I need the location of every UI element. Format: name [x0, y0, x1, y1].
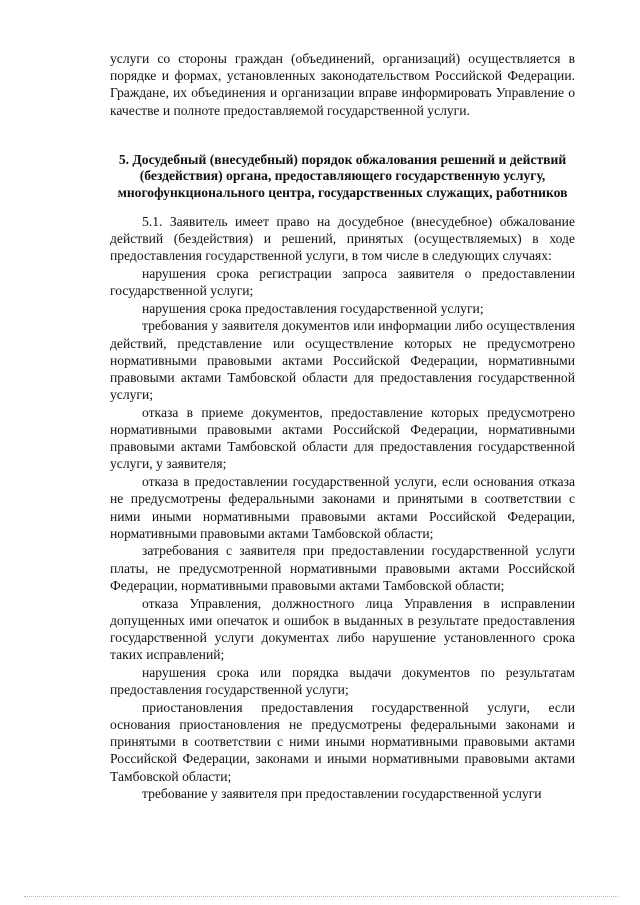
- list-item: нарушения срока предоставления государственной услуги;: [142, 300, 484, 316]
- list-item: затребования с заявителя при предоставлении государственной услуги платы, не предусмотренной нормативными правовыми актами Российской Федерации, нормативными правовыми актами Тамбовской области;: [110, 543, 575, 593]
- scan-edge-artifact: [24, 896, 618, 899]
- list-item: отказа Управления, должностного лица Управления в исправлении допущенных ими опечаток и ошибок в выданных в результате предоставления государственной услуги документах либо нарушение установленного срока таких исправлений;: [110, 595, 575, 663]
- list-item: приостановления предоставления государственной услуги, если основания приостановления не предусмотрены федеральными законами и принятыми в соответствии с ними иными нормативными правовыми актами Российской Федерации, законами и иными нормативными правовыми актами Тамбовской области;: [110, 699, 575, 784]
- list-item: отказа в приеме документов, предоставление которых предусмотрено нормативными правовыми актами Российской Федерации, нормативными правовыми актами Тамбовской области для предоставления государственной услуги, у заявителя;: [110, 404, 575, 472]
- list-item: требование у заявителя при предоставлении государственной услуги: [142, 786, 542, 802]
- list-item: отказа в предоставлении государственной услуги, если основания отказа не предусмотрены федеральными законами и принятыми в соответствии с ними иными нормативными правовыми актами Российской Федерации, нормативными правовыми актами Тамбовской области;: [110, 474, 575, 541]
- list-item: нарушения срока регистрации запроса заявителя о предоставлении государственной услуги;: [110, 265, 575, 298]
- list-item: требования у заявителя документов или информации либо осуществления действий, представление или осуществление которых не предусмотрено нормативными правовыми актами Российской Федерации, нормативными правовыми актами Тамбовской области для предоставления государственной услуги;: [110, 318, 575, 403]
- paragraph-5-1: 5.1. Заявитель имеет право на досудебное (внесудебное) обжалование действий (бездействия) и решений, принятых (осуществляемых) в ходе предоставления государственной услуги, в том числе в следующих случаях:: [110, 213, 575, 263]
- document-page: [110, 50, 575, 803]
- section-heading: 5. Досудебный (внесудебный) порядок обжалования решений и действий (бездействия) органа, предоставляющего государственную услугу, многофункционального центра, государственных служащих, работников: [117, 151, 568, 200]
- intro-paragraph: услуги со стороны граждан (объединений, организаций) осуществляется в порядке и формах, установленных законодательством Российской Федерации. Граждане, их объединения и организации вправе информировать Управление о качестве и полноте предоставляемой государственной услуги.: [110, 51, 575, 118]
- section-body: [110, 213, 575, 803]
- list-item: нарушения срока или порядка выдачи документов по результатам предоставления государственной услуги;: [110, 664, 575, 698]
